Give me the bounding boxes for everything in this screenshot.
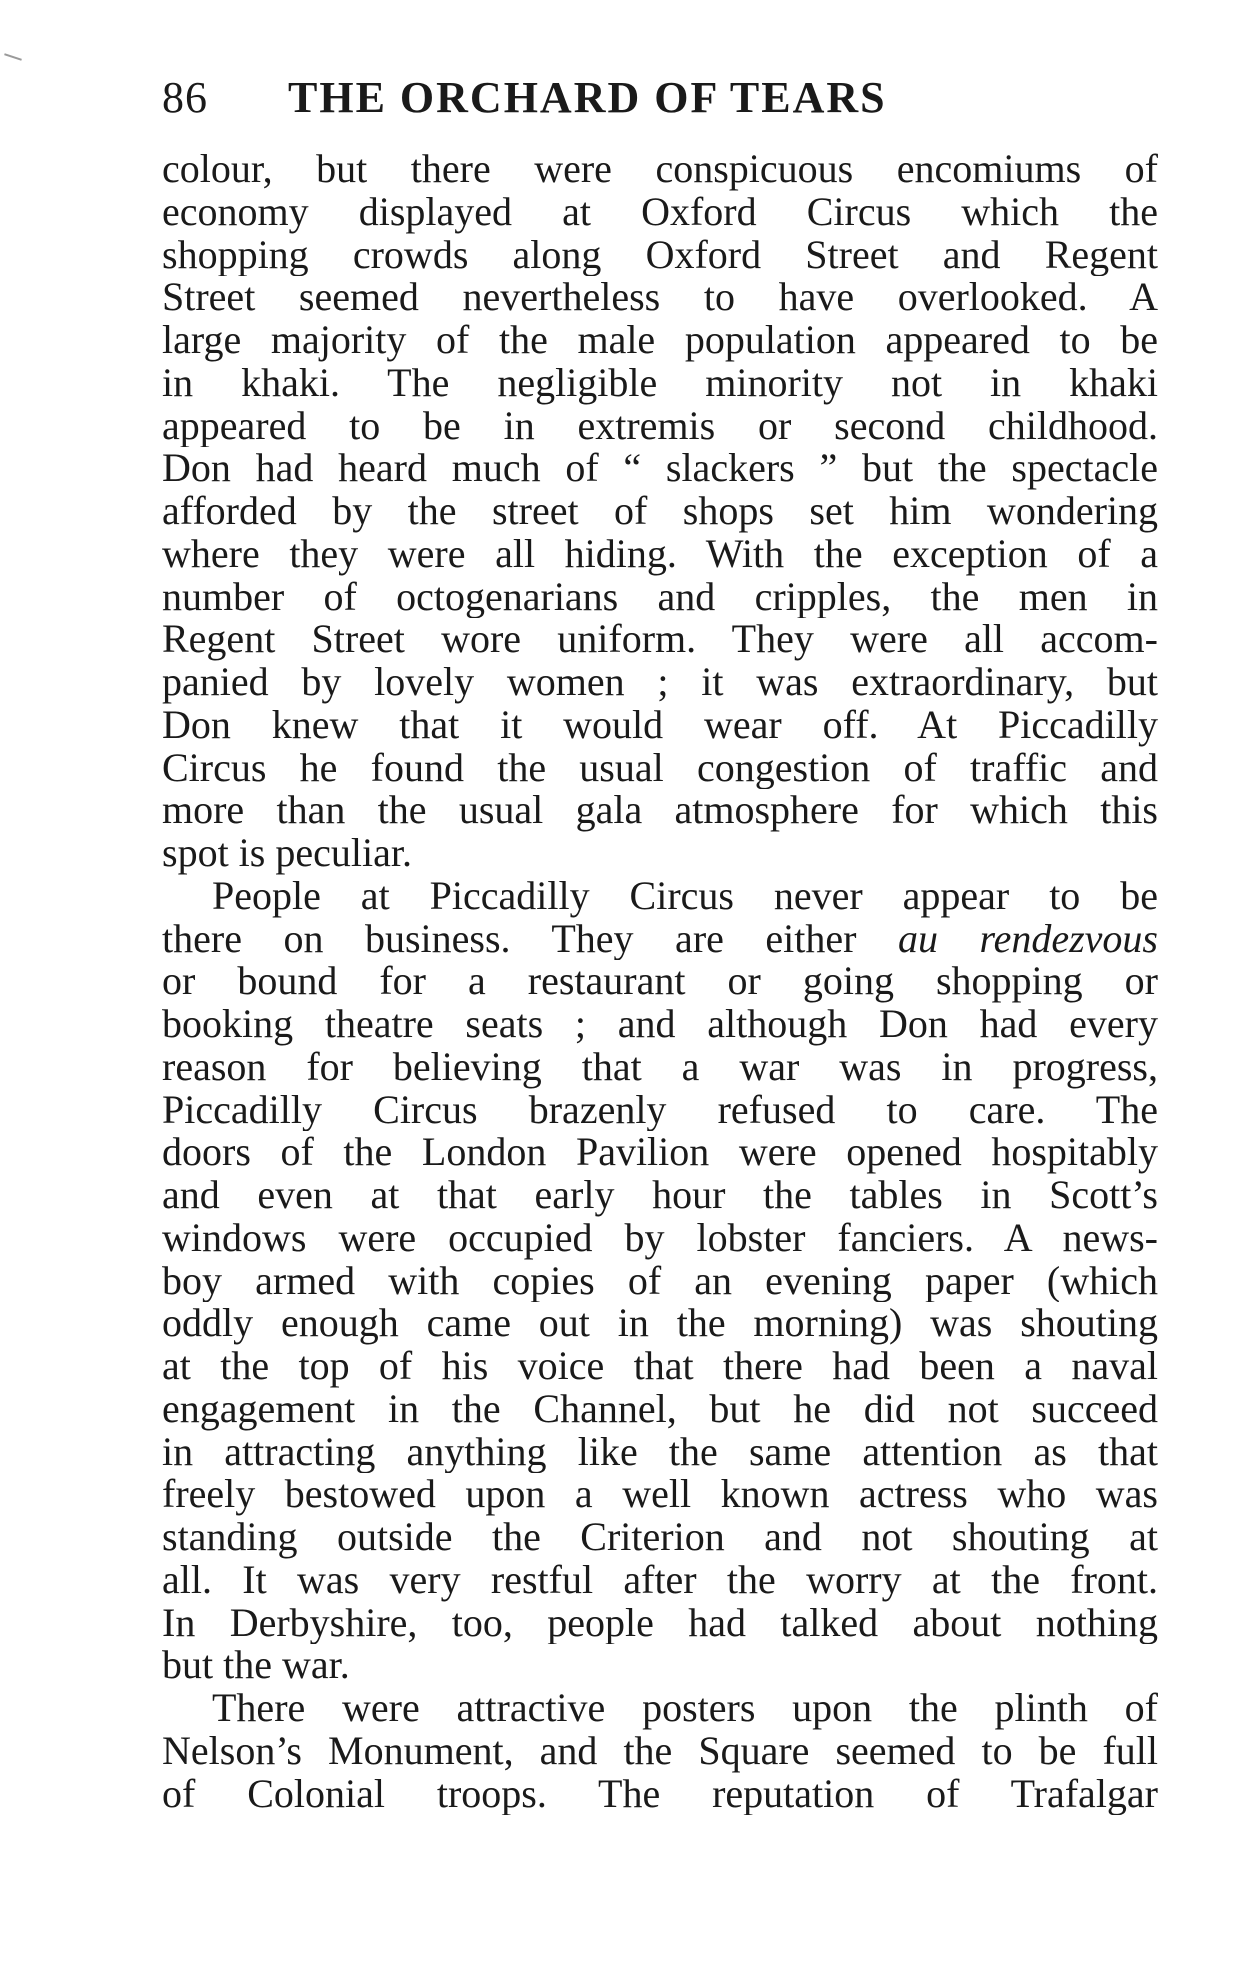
italic-phrase: au rendezvous xyxy=(898,917,1158,961)
text-line: in khaki. The negligible minority not in khaki xyxy=(162,361,1158,405)
text-line: shopping crowds along Oxford Street and Regent xyxy=(162,233,1158,277)
text-line: of Colonial troops. The reputation of Trafalgar xyxy=(162,1772,1158,1816)
text-line: Circus he found the usual congestion of traffic and xyxy=(162,746,1158,790)
text-line: afforded by the street of shops set him wondering xyxy=(162,490,1158,533)
text-line: freely bestowed upon a well known actress who was xyxy=(162,1473,1158,1516)
text-line: Nelson’s Monument, and the Square seemed to be full xyxy=(162,1729,1158,1773)
text-line: where they were all hiding. With the exception of a xyxy=(162,532,1158,576)
text-line: Don had heard much of “ slackers ” but the spectacle xyxy=(162,447,1158,490)
text-line: Piccadilly Circus brazenly refused to care. The xyxy=(162,1088,1158,1132)
text-line: Regent Street wore uniform. They were all accom- xyxy=(162,618,1158,661)
book-title: THE ORCHARD OF TEARS xyxy=(288,73,887,122)
text-line: panied by lovely women ; it was extraordinary, but xyxy=(162,661,1158,704)
text-line: doors of the London Pavilion were opened hospitably xyxy=(162,1131,1158,1174)
body-text xyxy=(162,148,1158,1815)
page-number: 86 xyxy=(162,73,208,122)
text-line: all. It was very restful after the worry at the front. xyxy=(162,1558,1158,1602)
text-line: in attracting anything like the same attention as that xyxy=(162,1430,1158,1474)
text-line: appeared to be in extremis or second childhood. xyxy=(162,404,1158,448)
paragraph-end-line: but the war. xyxy=(162,1644,350,1687)
text-line: reason for believing that a war was in progress, xyxy=(162,1045,1158,1089)
paragraph-start-line: There were attractive posters upon the plinth of xyxy=(212,1687,1158,1730)
text-line: Don knew that it would wear off. At Piccadilly xyxy=(162,703,1158,747)
text-line: and even at that early hour the tables in Scott’s xyxy=(162,1174,1158,1217)
text-segment: there on business. They are either xyxy=(162,917,898,961)
text-line: colour, but there were conspicuous encomiums of xyxy=(162,148,1158,191)
text-line: large majority of the male population appeared to be xyxy=(162,319,1158,362)
text-line: economy displayed at Oxford Circus which the xyxy=(162,190,1158,234)
paragraph-start-line: People at Piccadilly Circus never appear to be xyxy=(212,874,1158,918)
paragraph-end-line: spot is peculiar. xyxy=(162,832,412,875)
text-line: Street seemed nevertheless to have overlooked. A xyxy=(162,276,1158,319)
text-line: In Derbyshire, too, people had talked about nothing xyxy=(162,1601,1158,1645)
text-line xyxy=(162,918,1158,961)
running-head xyxy=(162,68,1162,128)
text-line: boy armed with copies of an evening paper (which xyxy=(162,1259,1158,1303)
text-line: number of octogenarians and cripples, the men in xyxy=(162,575,1158,619)
text-line: engagement in the Channel, but he did not succeed xyxy=(162,1387,1158,1431)
text-line: or bound for a restaurant or going shopping or xyxy=(162,960,1158,1003)
text-line: oddly enough came out in the morning) was shouting xyxy=(162,1302,1158,1345)
text-line: windows were occupied by lobster fanciers. A news- xyxy=(162,1216,1158,1260)
text-line: at the top of his voice that there had been a naval xyxy=(162,1345,1158,1388)
text-line: more than the usual gala atmosphere for which this xyxy=(162,789,1158,832)
text-line: standing outside the Criterion and not shouting at xyxy=(162,1516,1158,1559)
margin-mark xyxy=(4,53,22,60)
text-line: booking theatre seats ; and although Don had every xyxy=(162,1003,1158,1046)
